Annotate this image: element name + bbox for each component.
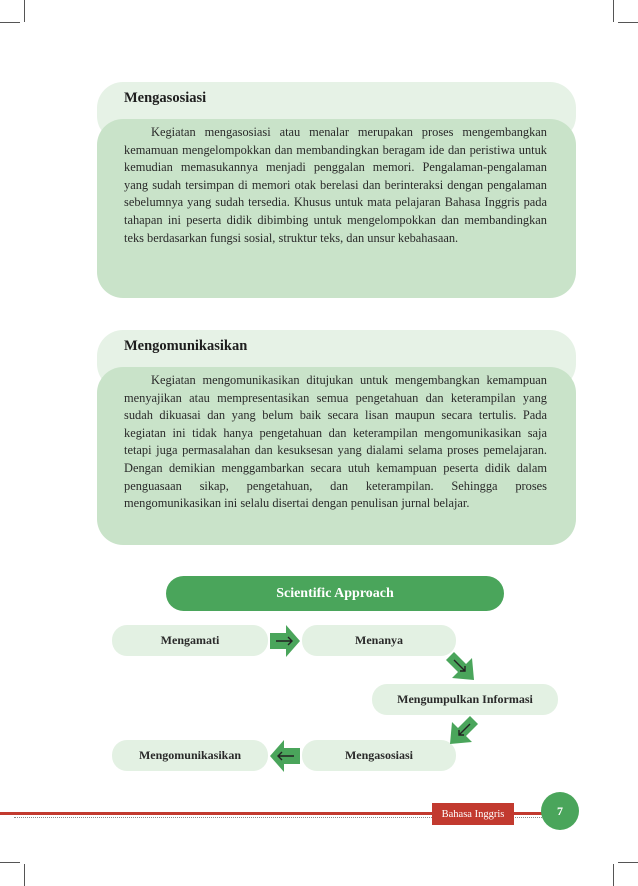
section-mengomunikasikan — [97, 330, 576, 545]
crop-mark — [613, 0, 614, 22]
section-title: Mengasosiasi — [124, 90, 207, 106]
diagram-title: Scientific Approach — [166, 576, 504, 611]
section-text: Kegiatan mengomunikasikan ditujukan untuk mengembangkan kemampuan menyajikan atau mempresentasikan semua pengetahuan dan keterampilan yang sudah dikuasai dan yang belum baik secara lisan maupun secara tertulis. Pada kegiatan ini tidak hanya pengetahuan dan keterampilan mengomunikasikan saja tetapi juga permasalahan dan kesuksesan yang dialami selama proses pemelajaran. Dengan demikian menggambarkan secara utuh kemampuan peserta didik dalam penguasaan sikap, pengetahuan, dan keterampilan. Sehingga proses mengomunikasikan ini selalu disertai dengan penulisan jurnal belajar. — [124, 373, 547, 511]
arrow-right-icon — [270, 625, 300, 657]
step-mengumpulkan-informasi: Mengumpulkan Informasi — [372, 684, 558, 715]
step-mengamati: Mengamati — [112, 625, 268, 656]
crop-mark — [0, 22, 20, 23]
section-title: Mengomunikasikan — [124, 338, 248, 354]
step-menanya: Menanya — [302, 625, 456, 656]
section-paragraph — [124, 124, 547, 247]
page-number: 7 — [541, 792, 579, 830]
crop-mark — [618, 862, 638, 863]
arrow-down-left-icon — [448, 716, 480, 746]
arrow-down-right-icon — [444, 650, 476, 682]
crop-mark — [0, 862, 20, 863]
crop-mark — [618, 22, 638, 23]
crop-mark — [24, 0, 25, 22]
arrow-left-icon — [270, 740, 300, 772]
section-mengasosiasi — [97, 82, 576, 298]
step-mengomunikasikan: Mengomunikasikan — [112, 740, 268, 771]
crop-mark — [24, 864, 25, 886]
crop-mark — [613, 864, 614, 886]
step-mengasosiasi: Mengasosiasi — [302, 740, 456, 771]
book-title-badge: Bahasa Inggris — [432, 803, 514, 825]
section-paragraph — [124, 372, 547, 513]
section-text: Kegiatan mengasosiasi atau menalar merupakan proses mengembangkan kemamuan mengelompokkan dan membandingkan beragam ide dan peristiwa untuk kemudian memasukannya menjadi penggalan memori. Pengalaman-pengalaman yang sudah tersimpan di memori otak berelasi dan berinteraksi dengan pengalaman sebelumnya yang sudah tersedia. Khusus untuk mata pelajaran Bahasa Inggris pada tahapan ini peserta didik dibimbing untuk mengelompokkan dan membandingkan teks berdasarkan fungsi sosial, struktur teks, dan unsur kebahasaan. — [124, 125, 547, 245]
